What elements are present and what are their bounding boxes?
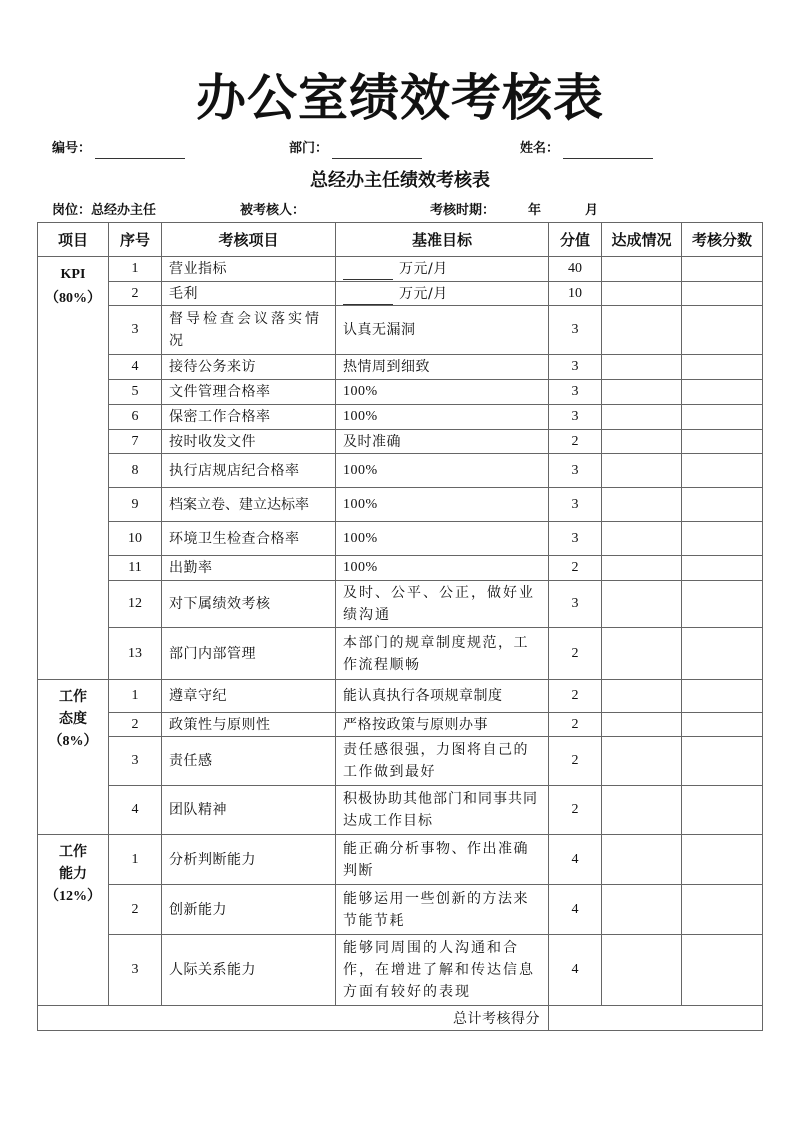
row-item: 人际关系能力 bbox=[162, 935, 336, 1006]
row-item: 文件管理合格率 bbox=[162, 380, 336, 405]
row-score: 3 bbox=[549, 581, 602, 628]
total-label: 总计考核得分 bbox=[38, 1006, 549, 1031]
row-item: 团队精神 bbox=[162, 786, 336, 835]
row-target: 万元/月 bbox=[336, 257, 549, 282]
row-number: 13 bbox=[109, 628, 162, 680]
category-weight: （8%） bbox=[48, 734, 98, 749]
row-number: 2 bbox=[109, 713, 162, 737]
row-target: 100% bbox=[336, 488, 549, 522]
row-item: 分析判断能力 bbox=[162, 835, 336, 885]
row-achievement[interactable] bbox=[602, 737, 682, 786]
row-score: 3 bbox=[549, 454, 602, 488]
table-row bbox=[38, 737, 763, 786]
row-score: 3 bbox=[549, 405, 602, 430]
header-score: 分值 bbox=[549, 223, 602, 257]
row-target: 能够运用一些创新的方法来节能节耗 bbox=[336, 885, 549, 935]
row-achievement[interactable] bbox=[602, 885, 682, 935]
row-achievement[interactable] bbox=[602, 628, 682, 680]
name-input-line[interactable] bbox=[563, 144, 653, 159]
row-result[interactable] bbox=[682, 430, 763, 454]
row-item: 对下属绩效考核 bbox=[162, 581, 336, 628]
row-item: 督导检查会议落实情况 bbox=[162, 306, 336, 355]
row-number: 2 bbox=[109, 885, 162, 935]
table-row bbox=[38, 581, 763, 628]
row-achievement[interactable] bbox=[602, 786, 682, 835]
table-row bbox=[38, 835, 763, 885]
table-row bbox=[38, 257, 763, 282]
row-result[interactable] bbox=[682, 380, 763, 405]
target-blank[interactable] bbox=[343, 290, 393, 305]
header-number: 序号 bbox=[109, 223, 162, 257]
row-number: 7 bbox=[109, 430, 162, 454]
row-number: 12 bbox=[109, 581, 162, 628]
period-label: 考核时期： bbox=[430, 203, 496, 218]
row-result[interactable] bbox=[682, 835, 763, 885]
row-score: 4 bbox=[549, 885, 602, 935]
row-number: 2 bbox=[109, 282, 162, 306]
row-item: 出勤率 bbox=[162, 556, 336, 581]
table-row bbox=[38, 885, 763, 935]
row-score: 2 bbox=[549, 628, 602, 680]
position-field bbox=[52, 201, 156, 221]
row-score: 10 bbox=[549, 282, 602, 306]
row-item: 部门内部管理 bbox=[162, 628, 336, 680]
row-target: 积极协助其他部门和同事共同达成工作目标 bbox=[336, 786, 549, 835]
document-title: 办公室绩效考核表 bbox=[196, 69, 604, 127]
row-target: 100% bbox=[336, 454, 549, 488]
department-input-line[interactable] bbox=[332, 144, 422, 159]
position-label: 岗位： bbox=[52, 203, 92, 218]
row-achievement[interactable] bbox=[602, 935, 682, 1006]
row-achievement[interactable] bbox=[602, 581, 682, 628]
row-item: 档案立卷、建立达标率 bbox=[162, 488, 336, 522]
row-item: 责任感 bbox=[162, 737, 336, 786]
row-target: 100% bbox=[336, 556, 549, 581]
assessment-table bbox=[37, 222, 763, 1031]
assessee-field bbox=[240, 201, 305, 221]
table-row bbox=[38, 935, 763, 1006]
year-label: 年 bbox=[528, 203, 542, 218]
row-score: 3 bbox=[549, 522, 602, 556]
category-ability bbox=[38, 835, 109, 1006]
info-field-number bbox=[52, 139, 185, 159]
category-weight: （12%） bbox=[45, 889, 101, 904]
row-target: 100% bbox=[336, 405, 549, 430]
header-target: 基准目标 bbox=[336, 223, 549, 257]
row-result[interactable] bbox=[682, 935, 763, 1006]
row-number: 3 bbox=[109, 935, 162, 1006]
row-item: 遵章守纪 bbox=[162, 680, 336, 713]
total-row bbox=[38, 1006, 763, 1031]
row-result[interactable] bbox=[682, 282, 763, 306]
row-result[interactable] bbox=[682, 405, 763, 430]
row-number: 4 bbox=[109, 355, 162, 380]
row-number: 6 bbox=[109, 405, 162, 430]
row-score: 4 bbox=[549, 835, 602, 885]
row-achievement[interactable] bbox=[602, 713, 682, 737]
row-achievement[interactable] bbox=[602, 355, 682, 380]
table-row bbox=[38, 405, 763, 430]
row-achievement[interactable] bbox=[602, 282, 682, 306]
total-value[interactable] bbox=[549, 1006, 763, 1031]
row-target: 热情周到细致 bbox=[336, 355, 549, 380]
category-attitude bbox=[38, 680, 109, 835]
row-achievement[interactable] bbox=[602, 522, 682, 556]
row-target: 100% bbox=[336, 380, 549, 405]
table-row bbox=[38, 556, 763, 581]
header-achievement: 达成情况 bbox=[602, 223, 682, 257]
row-achievement[interactable] bbox=[602, 556, 682, 581]
month-label: 月 bbox=[585, 203, 599, 218]
row-result[interactable] bbox=[682, 737, 763, 786]
row-number: 11 bbox=[109, 556, 162, 581]
row-result[interactable] bbox=[682, 257, 763, 282]
table-row bbox=[38, 380, 763, 405]
row-achievement[interactable] bbox=[602, 454, 682, 488]
target-blank[interactable] bbox=[343, 265, 393, 280]
row-number: 10 bbox=[109, 522, 162, 556]
row-score: 3 bbox=[549, 488, 602, 522]
table-row bbox=[38, 430, 763, 454]
row-score: 2 bbox=[549, 430, 602, 454]
header-result: 考核分数 bbox=[682, 223, 763, 257]
table-row bbox=[38, 786, 763, 835]
table-row bbox=[38, 713, 763, 737]
row-target: 认真无漏洞 bbox=[336, 306, 549, 355]
period-field bbox=[430, 201, 495, 221]
table-row bbox=[38, 628, 763, 680]
row-item: 执行店规店纪合格率 bbox=[162, 454, 336, 488]
row-result[interactable] bbox=[682, 556, 763, 581]
row-score: 2 bbox=[549, 713, 602, 737]
header-category: 项目 bbox=[38, 223, 109, 257]
name-label: 姓名： bbox=[520, 141, 560, 156]
row-result[interactable] bbox=[682, 355, 763, 380]
category-name: 工作态度 bbox=[59, 689, 87, 727]
number-input-line[interactable] bbox=[95, 144, 185, 159]
row-number: 1 bbox=[109, 835, 162, 885]
info-field-department bbox=[289, 139, 422, 159]
row-score: 40 bbox=[549, 257, 602, 282]
row-item: 政策性与原则性 bbox=[162, 713, 336, 737]
table-header-row bbox=[38, 223, 763, 257]
row-score: 2 bbox=[549, 737, 602, 786]
row-item: 按时收发文件 bbox=[162, 430, 336, 454]
row-number: 5 bbox=[109, 380, 162, 405]
assessee-label: 被考核人： bbox=[240, 203, 306, 218]
category-kpi bbox=[38, 257, 109, 680]
row-achievement[interactable] bbox=[602, 430, 682, 454]
row-target: 能认真执行各项规章制度 bbox=[336, 680, 549, 713]
row-result[interactable] bbox=[682, 885, 763, 935]
table-row bbox=[38, 355, 763, 380]
table-row bbox=[38, 454, 763, 488]
row-score: 3 bbox=[549, 306, 602, 355]
table-row bbox=[38, 306, 763, 355]
row-target: 能正确分析事物、作出准确判断 bbox=[336, 835, 549, 885]
position-value: 总经办主任 bbox=[91, 203, 157, 218]
row-score: 3 bbox=[549, 355, 602, 380]
category-name: 工作能力 bbox=[59, 844, 87, 882]
row-number: 8 bbox=[109, 454, 162, 488]
row-achievement[interactable] bbox=[602, 306, 682, 355]
row-item: 保密工作合格率 bbox=[162, 405, 336, 430]
row-number: 3 bbox=[109, 737, 162, 786]
row-result[interactable] bbox=[682, 680, 763, 713]
row-result[interactable] bbox=[682, 306, 763, 355]
table-row bbox=[38, 680, 763, 713]
row-target: 及时准确 bbox=[336, 430, 549, 454]
row-item: 毛利 bbox=[162, 282, 336, 306]
row-achievement[interactable] bbox=[602, 835, 682, 885]
category-name: KPI bbox=[60, 267, 86, 282]
row-number: 9 bbox=[109, 488, 162, 522]
row-result[interactable] bbox=[682, 522, 763, 556]
row-achievement[interactable] bbox=[602, 257, 682, 282]
row-score: 2 bbox=[549, 680, 602, 713]
row-achievement[interactable] bbox=[602, 380, 682, 405]
row-target: 100% bbox=[336, 522, 549, 556]
row-item: 接待公务来访 bbox=[162, 355, 336, 380]
row-target: 严格按政策与原则办事 bbox=[336, 713, 549, 737]
row-target: 万元/月 bbox=[336, 282, 549, 306]
row-target: 本部门的规章制度规范，工作流程顺畅 bbox=[336, 628, 549, 680]
row-item: 环境卫生检查合格率 bbox=[162, 522, 336, 556]
row-result[interactable] bbox=[682, 454, 763, 488]
header-item: 考核项目 bbox=[162, 223, 336, 257]
form-subtitle: 总经办主任绩效考核表 bbox=[310, 170, 490, 191]
row-number: 1 bbox=[109, 680, 162, 713]
row-number: 3 bbox=[109, 306, 162, 355]
category-weight: （80%） bbox=[45, 291, 101, 306]
info-field-name bbox=[520, 139, 653, 159]
row-achievement[interactable] bbox=[602, 680, 682, 713]
row-score: 3 bbox=[549, 380, 602, 405]
row-number: 1 bbox=[109, 257, 162, 282]
row-item: 创新能力 bbox=[162, 885, 336, 935]
row-achievement[interactable] bbox=[602, 405, 682, 430]
row-item: 营业指标 bbox=[162, 257, 336, 282]
row-score: 2 bbox=[549, 786, 602, 835]
row-target: 及时、公平、公正，做好业绩沟通 bbox=[336, 581, 549, 628]
table-row bbox=[38, 488, 763, 522]
row-result[interactable] bbox=[682, 786, 763, 835]
row-number: 4 bbox=[109, 786, 162, 835]
row-result[interactable] bbox=[682, 488, 763, 522]
row-target: 能够同周围的人沟通和合作，在增进了解和传达信息方面有较好的表现 bbox=[336, 935, 549, 1006]
row-result[interactable] bbox=[682, 581, 763, 628]
department-label: 部门： bbox=[289, 141, 329, 156]
row-achievement[interactable] bbox=[602, 488, 682, 522]
row-score: 2 bbox=[549, 556, 602, 581]
number-label: 编号： bbox=[52, 141, 92, 156]
table-row bbox=[38, 522, 763, 556]
row-target: 责任感很强，力图将自己的工作做到最好 bbox=[336, 737, 549, 786]
row-result[interactable] bbox=[682, 713, 763, 737]
row-result[interactable] bbox=[682, 628, 763, 680]
table-row bbox=[38, 282, 763, 306]
row-score: 4 bbox=[549, 935, 602, 1006]
